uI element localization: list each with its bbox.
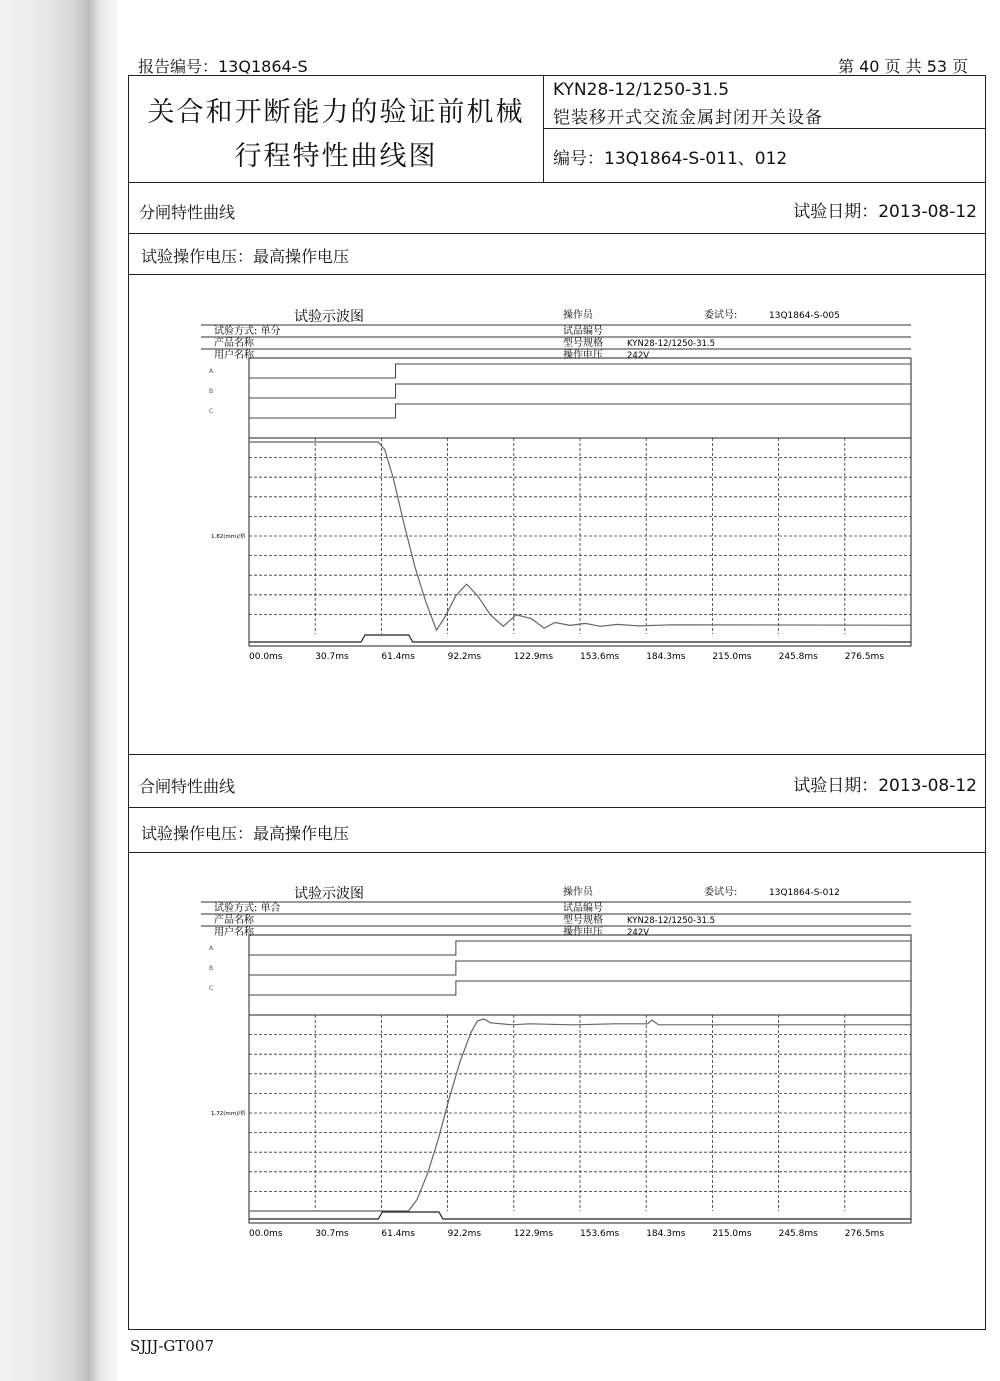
x-tick-label: 92.2ms xyxy=(447,1229,482,1239)
sample-no-label: 试品编号 xyxy=(563,326,603,337)
x-tick-label: 215.0ms xyxy=(712,652,752,662)
section2-divider1 xyxy=(129,807,985,808)
doc-title-line1: 关合和开断能力的验证前机械 xyxy=(147,97,525,128)
section2-divider2 xyxy=(129,852,985,853)
x-tick-label: 215.0ms xyxy=(712,1229,752,1239)
y-scale-label: 1.72(mm)/格 xyxy=(211,1111,246,1117)
page-info: 第 40 页 共 53 页 xyxy=(838,57,969,76)
x-tick-label: 61.4ms xyxy=(381,1229,415,1239)
model-spec-value: KYN28-12/1250-31.5 xyxy=(627,916,716,926)
operating-voltage-value: 242V xyxy=(627,351,650,361)
coil-current-trace xyxy=(249,635,911,642)
x-tick-label: 184.3ms xyxy=(646,1229,686,1239)
x-tick-label: 153.6ms xyxy=(580,652,620,662)
plot-frame xyxy=(249,358,911,646)
operator-label: 操作员 xyxy=(563,310,593,321)
user-name: 用户名称 xyxy=(214,350,254,361)
x-tick-label: 245.8ms xyxy=(778,652,818,662)
operating-voltage-value: 242V xyxy=(627,928,650,938)
product-name: 产品名称 xyxy=(214,915,254,926)
x-tick-label: 245.8ms xyxy=(778,1229,818,1239)
form-code: SJJJ-GT007 xyxy=(130,1337,215,1355)
user-name: 用户名称 xyxy=(214,927,254,938)
x-tick-label: 00.0ms xyxy=(249,1229,283,1239)
closing-test-date: 试验日期：2013-08-12 xyxy=(793,776,977,796)
commission-label: 委试号: xyxy=(704,310,738,321)
test-mode: 试验方式: 单分 xyxy=(214,326,281,337)
x-tick-label: 00.0ms xyxy=(249,652,283,662)
opening-test-date: 试验日期：2013-08-12 xyxy=(793,202,977,222)
coil-current-trace xyxy=(249,1212,911,1219)
operating-voltage-label: 操作电压 xyxy=(563,350,603,361)
operating-voltage-label: 操作电压 xyxy=(563,927,603,938)
x-tick-label: 276.5ms xyxy=(844,652,885,662)
y-scale-label: 1.82(mm)/格 xyxy=(211,534,246,540)
scan-binding-edge xyxy=(0,0,118,1381)
channel-A-label: A xyxy=(209,945,214,952)
closing-curve-heading: 合闸特性曲线 xyxy=(139,777,236,796)
x-tick-label: 30.7ms xyxy=(315,652,349,662)
x-tick-label: 184.3ms xyxy=(646,652,686,662)
title-divider xyxy=(543,76,544,182)
test-mode: 试验方式: 单合 xyxy=(214,903,281,914)
commission-label: 委试号: xyxy=(704,887,738,898)
doc-title-line2: 行程特性曲线图 xyxy=(234,141,438,172)
section-separator xyxy=(129,754,985,755)
channel-A-label: A xyxy=(209,368,214,375)
device-name: 铠装移开式交流金属封闭开关设备 xyxy=(553,108,823,128)
scope-title: 试验示波图 xyxy=(294,886,364,902)
channel-B-trace xyxy=(249,961,911,975)
model-divider xyxy=(543,128,985,129)
model-spec-value: KYN28-12/1250-31.5 xyxy=(627,339,716,349)
x-tick-label: 122.9ms xyxy=(513,1229,554,1239)
sample-no-label: 试品编号 xyxy=(563,903,603,914)
operator-label: 操作员 xyxy=(563,887,593,898)
model-spec-label: 型号规格 xyxy=(563,338,603,349)
closing-oscillogram xyxy=(201,883,921,1243)
commission-number: 13Q1864-S-005 xyxy=(769,311,840,321)
x-tick-label: 92.2ms xyxy=(447,652,482,662)
x-tick-label: 61.4ms xyxy=(381,652,415,662)
x-tick-label: 153.6ms xyxy=(580,1229,620,1239)
serial-number: 编号：13Q1864-S-011、012 xyxy=(553,149,788,169)
channel-C-trace xyxy=(249,981,911,995)
channel-C-trace xyxy=(249,404,911,418)
channel-C-label: C xyxy=(209,408,214,415)
x-tick-label: 276.5ms xyxy=(844,1229,885,1239)
product-name: 产品名称 xyxy=(214,338,254,349)
x-tick-label: 122.9ms xyxy=(513,652,554,662)
channel-A-trace xyxy=(249,364,911,378)
channel-C-label: C xyxy=(209,985,214,992)
report-number: 报告编号：13Q1864-S xyxy=(138,57,308,76)
section1-divider2 xyxy=(129,274,985,275)
title-bottom-line xyxy=(129,182,985,183)
closing-test-voltage: 试验操作电压：最高操作电压 xyxy=(141,824,350,843)
section1-divider1 xyxy=(129,233,985,234)
device-model: KYN28-12/1250-31.5 xyxy=(553,80,730,100)
x-tick-label: 30.7ms xyxy=(315,1229,349,1239)
channel-A-trace xyxy=(249,941,911,955)
channel-B-label: B xyxy=(209,965,214,972)
opening-curve-heading: 分闸特性曲线 xyxy=(139,203,236,222)
opening-test-voltage: 试验操作电压：最高操作电压 xyxy=(141,247,350,266)
opening-oscillogram xyxy=(201,306,921,666)
channel-B-label: B xyxy=(209,388,214,395)
scope-title: 试验示波图 xyxy=(294,309,364,325)
report-frame xyxy=(128,75,986,1330)
channel-B-trace xyxy=(249,384,911,398)
commission-number: 13Q1864-S-012 xyxy=(769,888,840,898)
plot-frame xyxy=(249,935,911,1223)
model-spec-label: 型号规格 xyxy=(563,915,603,926)
